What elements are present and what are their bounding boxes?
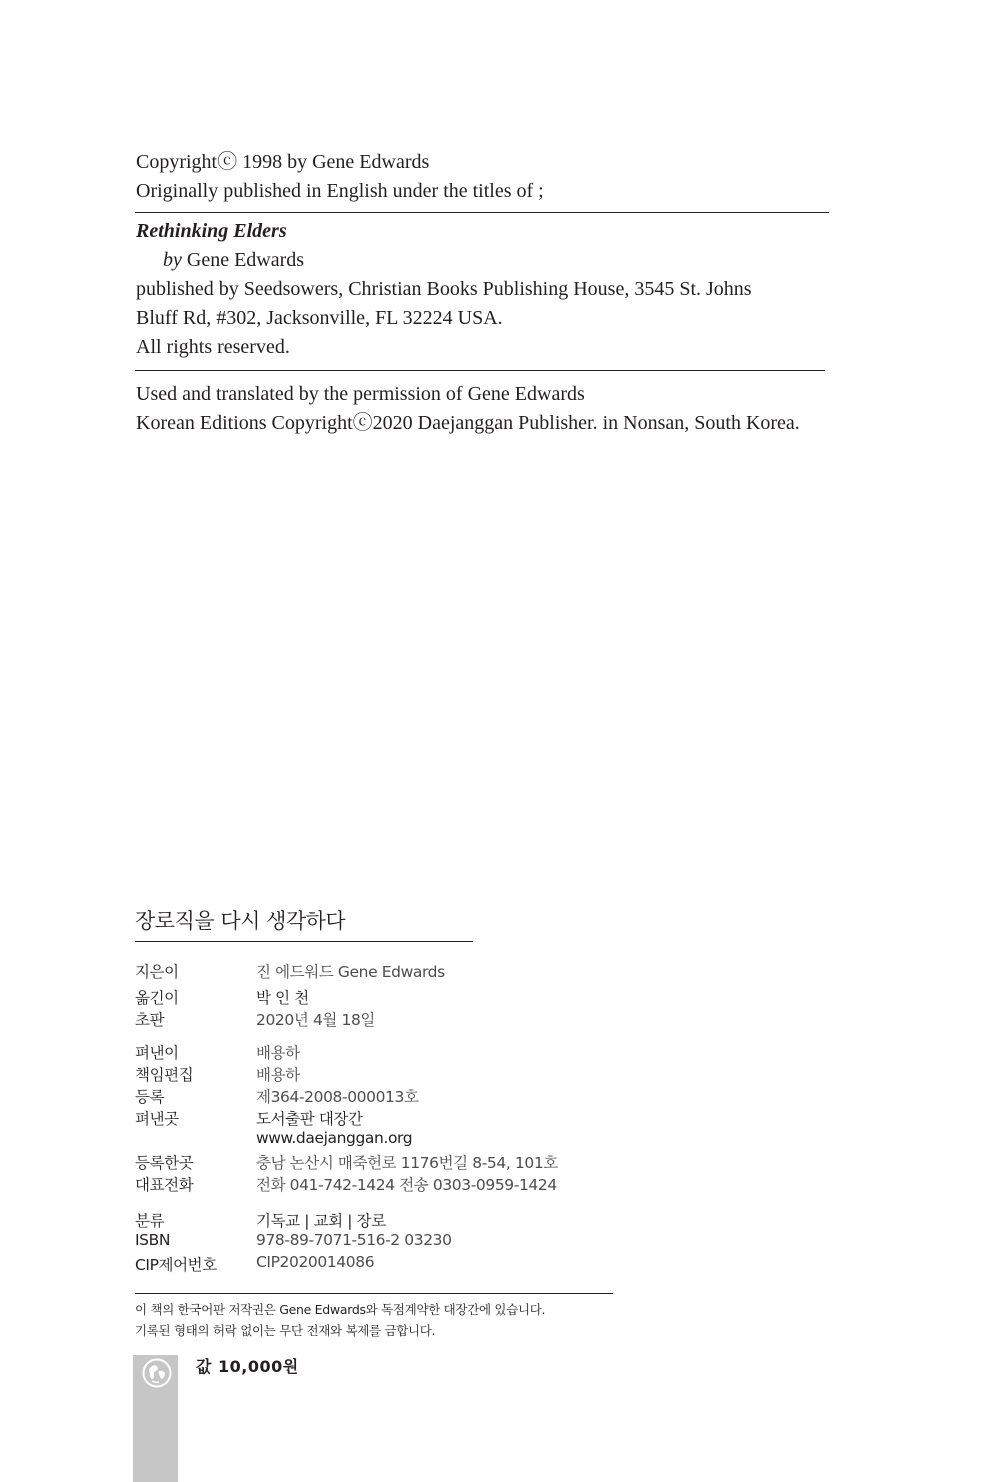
- author-line: [136, 246, 304, 275]
- row-value: 배용하: [256, 1044, 300, 1062]
- row-label: 초판: [135, 1011, 165, 1029]
- row-value: 박 인 천: [256, 989, 309, 1007]
- author-name: Gene Edwards: [186, 249, 305, 271]
- row-label: 분류: [135, 1212, 165, 1230]
- title-underline: [135, 941, 473, 942]
- by-word: by: [163, 249, 182, 271]
- row-value: 배용하: [256, 1066, 300, 1084]
- row-label: CIP제어번호: [135, 1256, 217, 1274]
- row-value: 진 에드워드 Gene Edwards: [256, 963, 445, 981]
- book-title: Rethinking Elders: [136, 220, 287, 242]
- copyright-line: Copyrightⓒ 1998 by Gene Edwards: [136, 151, 430, 173]
- globe-logo-icon: [141, 1357, 173, 1389]
- copyright-notice-line-1: 이 책의 한국어판 저작권은 Gene Edwards와 독점계약한 대장간에 있습니다.: [135, 1302, 546, 1317]
- row-label: 대표전화: [135, 1176, 194, 1194]
- website: www.daejanggan.org: [256, 1129, 413, 1147]
- row-value: 2020년 4월 18일: [256, 1011, 376, 1029]
- publisher-line-2: Bluff Rd, #302, Jacksonville, FL 32224 USA.: [136, 307, 503, 329]
- published-line: Originally published in English under the titles of ;: [136, 180, 544, 202]
- row-label: 등록: [135, 1088, 165, 1106]
- divider-middle: [135, 370, 825, 371]
- row-label: 지은이: [135, 963, 179, 981]
- row-label: 펴낸곳: [135, 1110, 179, 1128]
- row-label: 등록한곳: [135, 1154, 194, 1172]
- korean-book-title: 장로직을 다시 생각하다: [135, 909, 346, 933]
- rights-line: All rights reserved.: [136, 336, 290, 358]
- row-value: 충남 논산시 매죽헌로 1176번길 8-54, 101호: [256, 1154, 558, 1172]
- permission-line: Used and translated by the permission of Gene Edwards: [136, 383, 585, 405]
- row-value: CIP2020014086: [256, 1253, 375, 1271]
- korean-edition-line: Korean Editions Copyrightⓒ2020 Daejanggan Publisher. in Nonsan, South Korea.: [136, 412, 800, 434]
- row-value: 도서출판 대장간: [256, 1110, 363, 1128]
- row-label: 옮긴이: [135, 989, 179, 1007]
- row-value: 978-89-7071-516-2 03230: [256, 1231, 452, 1249]
- row-label: 책임편집: [135, 1066, 194, 1084]
- publisher-line-1: published by Seedsowers, Christian Books Publishing House, 3545 St. Johns: [136, 278, 752, 300]
- row-label: ISBN: [135, 1231, 171, 1249]
- price-label: 값 10,000원: [196, 1357, 299, 1376]
- row-value: 제364-2008-000013호: [256, 1088, 419, 1106]
- row-label: 펴낸이: [135, 1044, 179, 1062]
- row-value: 전화 041-742-1424 전송 0303-0959-1424: [256, 1176, 557, 1194]
- copyright-notice-line-2: 기록된 형태의 허락 없이는 무단 전재와 복제를 금합니다.: [135, 1323, 436, 1338]
- divider-top: [135, 212, 829, 213]
- notice-divider: [135, 1293, 613, 1294]
- row-value: 기독교 | 교회 | 장로: [256, 1212, 386, 1230]
